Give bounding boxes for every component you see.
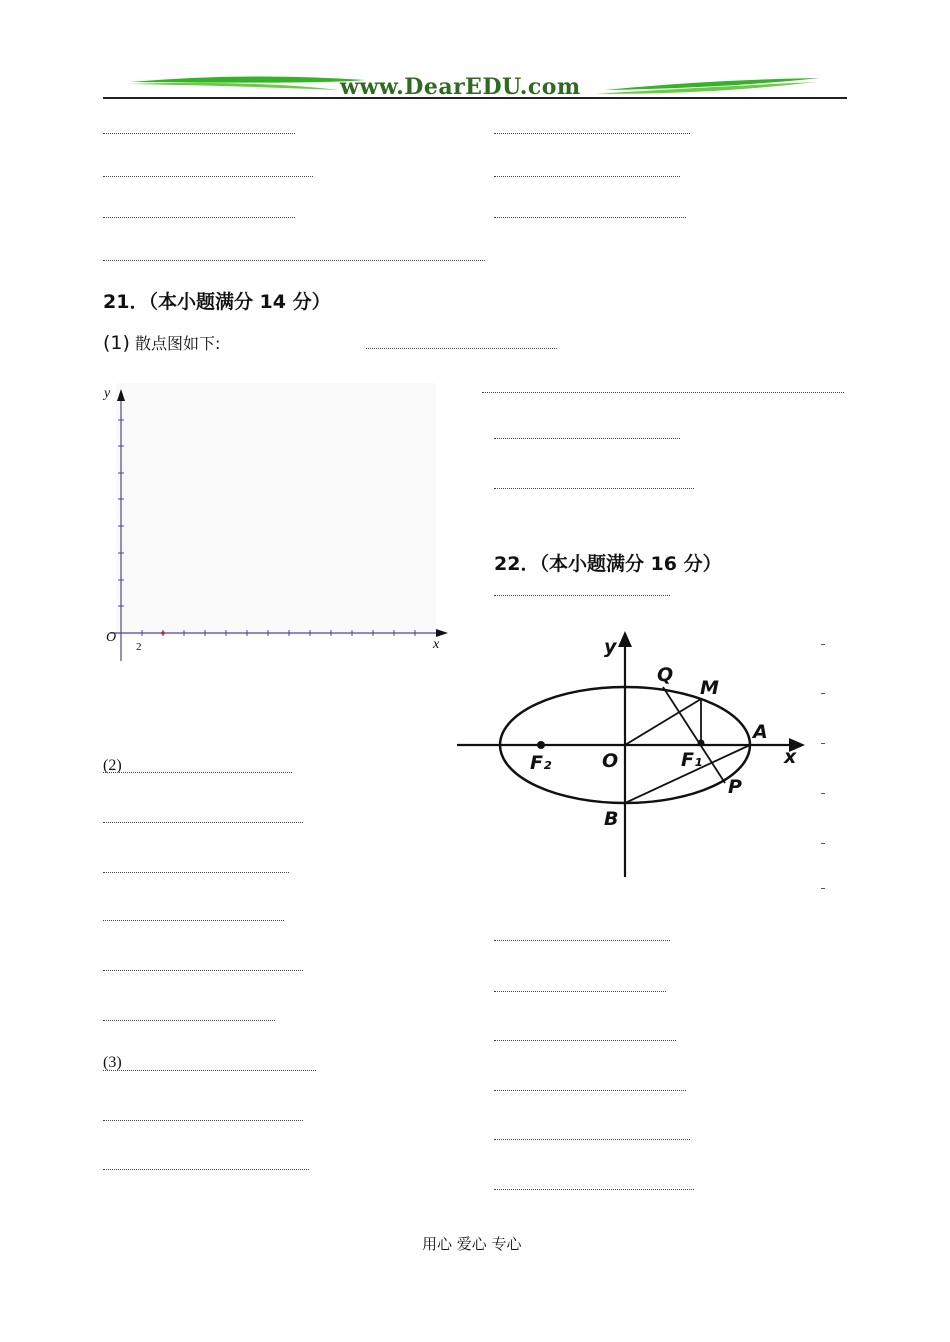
q21-part2-label: (2) (103, 757, 122, 774)
scatter-origin-label: O (106, 630, 117, 645)
answer-line (103, 772, 292, 773)
answer-line (494, 133, 690, 134)
answer-line (494, 595, 670, 596)
answer-line (103, 872, 289, 873)
answer-line (103, 920, 284, 921)
answer-line (494, 1139, 690, 1140)
margin-mark (821, 888, 825, 889)
fig-f1-label: F₁ (681, 749, 703, 771)
margin-mark (821, 644, 825, 645)
answer-line (494, 176, 680, 177)
margin-mark (821, 843, 825, 844)
scatter-tick-label: 2 (136, 641, 142, 653)
q21-part1 (103, 331, 220, 354)
answer-line (103, 1169, 309, 1170)
answer-line (103, 133, 295, 134)
fig-y-label: y (604, 636, 617, 658)
fig-p-label: P (728, 776, 742, 798)
fig-a-label: A (753, 721, 768, 743)
q21-part1-label: (1) (103, 332, 130, 354)
scatter-x-label: x (433, 637, 440, 652)
answer-line (103, 176, 313, 177)
answer-line (103, 260, 485, 261)
answer-line (482, 392, 844, 393)
fig-m-label: M (700, 677, 719, 699)
fig-o-label: O (602, 750, 619, 772)
fig-q-label: Q (657, 664, 674, 686)
answer-line (103, 1020, 275, 1021)
footer-text: 用心 爱心 专心 (422, 1235, 522, 1253)
answer-line (103, 822, 303, 823)
scatter-y-label: y (104, 386, 111, 401)
answer-line (494, 217, 686, 218)
margin-mark (821, 743, 825, 744)
fig-x-label: x (784, 746, 797, 768)
answer-line (494, 1189, 694, 1190)
margin-mark (821, 793, 825, 794)
answer-line (494, 438, 680, 439)
answer-line (103, 1070, 316, 1071)
answer-line (494, 1040, 676, 1041)
q21-part1-text: 散点图如下: (135, 334, 221, 353)
fig-b-label: B (604, 808, 619, 830)
answer-line (103, 217, 295, 218)
margin-mark (821, 693, 825, 694)
q22-title: 22．（本小题满分 16 分） (494, 553, 722, 575)
scatter-axes (100, 383, 450, 663)
q21-title: 21．（本小题满分 14 分） (103, 291, 331, 313)
answer-line (103, 970, 303, 971)
answer-line (103, 1120, 303, 1121)
header-rule (103, 97, 847, 99)
answer-line (494, 1090, 686, 1091)
answer-line (494, 940, 670, 941)
fig-f2-label: F₂ (530, 752, 552, 774)
answer-line (494, 488, 694, 489)
q21-part3-label: (3) (103, 1054, 122, 1071)
ellipse-figure (455, 625, 815, 885)
site-url: www.DearEDU.com (340, 74, 581, 100)
answer-line (366, 348, 557, 349)
answer-line (494, 991, 666, 992)
